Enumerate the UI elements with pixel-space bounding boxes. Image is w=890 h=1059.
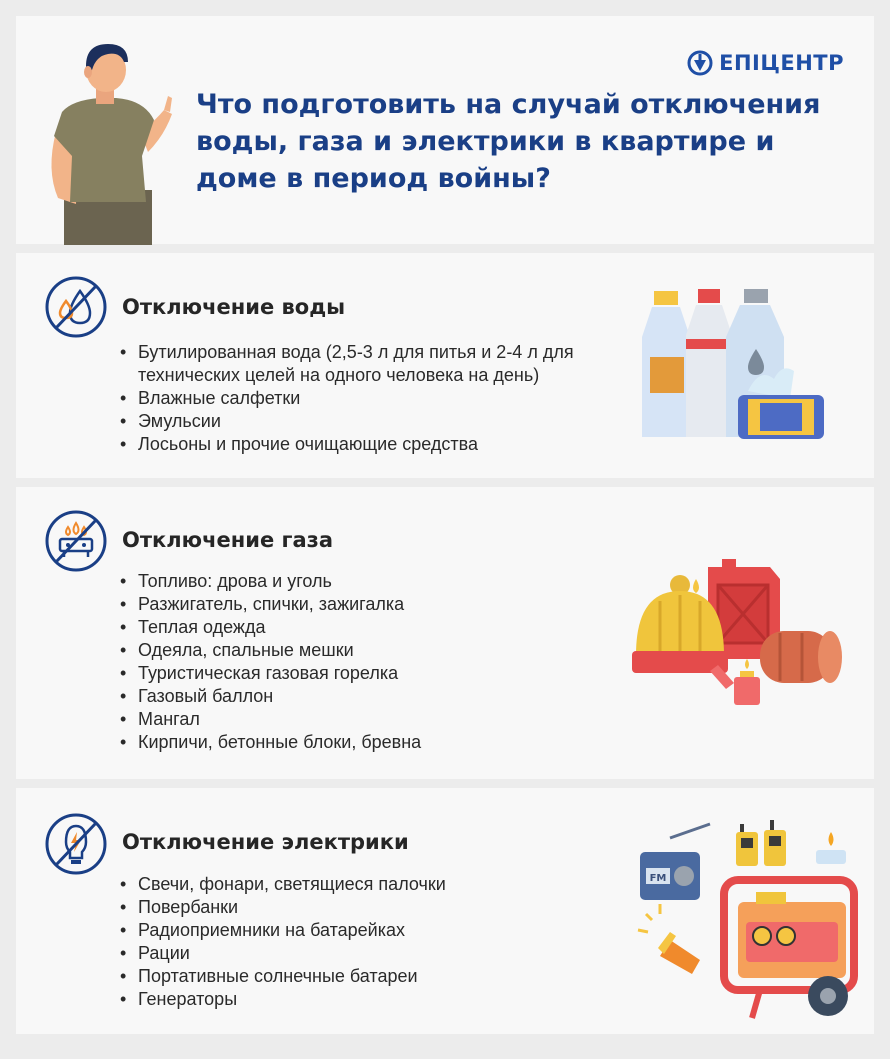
no-gas-icon [44, 509, 108, 573]
water-section [16, 253, 874, 478]
list-item: • Разжигатель, спички, зажигалка [120, 593, 421, 616]
gas-section [16, 487, 874, 779]
electricity-items-list [120, 873, 446, 1011]
epicentr-logo-icon [687, 50, 713, 76]
section-title: Отключение воды [122, 295, 346, 319]
list-item: • Мангал [120, 708, 421, 731]
list-item: • Влажные салфетки [120, 387, 630, 410]
list-item: • Кирпичи, бетонные блоки, бревна [120, 731, 421, 754]
list-item: • Газовый баллон [120, 685, 421, 708]
list-item: • Эмульсии [120, 410, 630, 433]
list-item: • Свечи, фонари, светящиеся палочки [120, 873, 446, 896]
water-items-list [120, 341, 630, 456]
bottles-and-wipes-illustration [640, 287, 840, 447]
list-item: • Бутилированная вода (2,5-3 л для питья и 2-4 л для технических целей на одного человека на день) [120, 341, 630, 387]
radio-fm-label: FM [649, 873, 667, 884]
brand-logo [687, 50, 844, 76]
radio-walkietalkie-generator-illustration [630, 810, 860, 1032]
list-item: • Туристическая газовая горелка [120, 662, 421, 685]
header-card [16, 16, 874, 244]
list-item: • Повербанки [120, 896, 446, 919]
list-item: • Радиоприемники на батарейках [120, 919, 446, 942]
no-water-icon [44, 275, 108, 339]
list-item: • Генераторы [120, 988, 446, 1011]
list-item: • Портативные солнечные батареи [120, 965, 446, 988]
list-item: • Топливо: дрова и уголь [120, 570, 421, 593]
section-title: Отключение газа [122, 528, 334, 552]
gas-items-list [120, 570, 421, 754]
section-title: Отключение электрики [122, 830, 409, 854]
no-electricity-icon [44, 812, 108, 876]
list-item: • Одеяла, спальные мешки [120, 639, 421, 662]
man-illustration [42, 40, 172, 245]
list-item: • Лосьоны и прочие очищающие средства [120, 433, 630, 456]
brand-name: ЕПІЦЕНТР [719, 51, 844, 75]
page-title: Что подготовить на случай отключения воды, газа и электрики в квартире и доме в период войны? [196, 89, 821, 194]
electricity-section [16, 788, 874, 1034]
hat-canister-sleepingbag-illustration [630, 551, 846, 711]
list-item: • Рации [120, 942, 446, 965]
list-item: • Теплая одежда [120, 616, 421, 639]
